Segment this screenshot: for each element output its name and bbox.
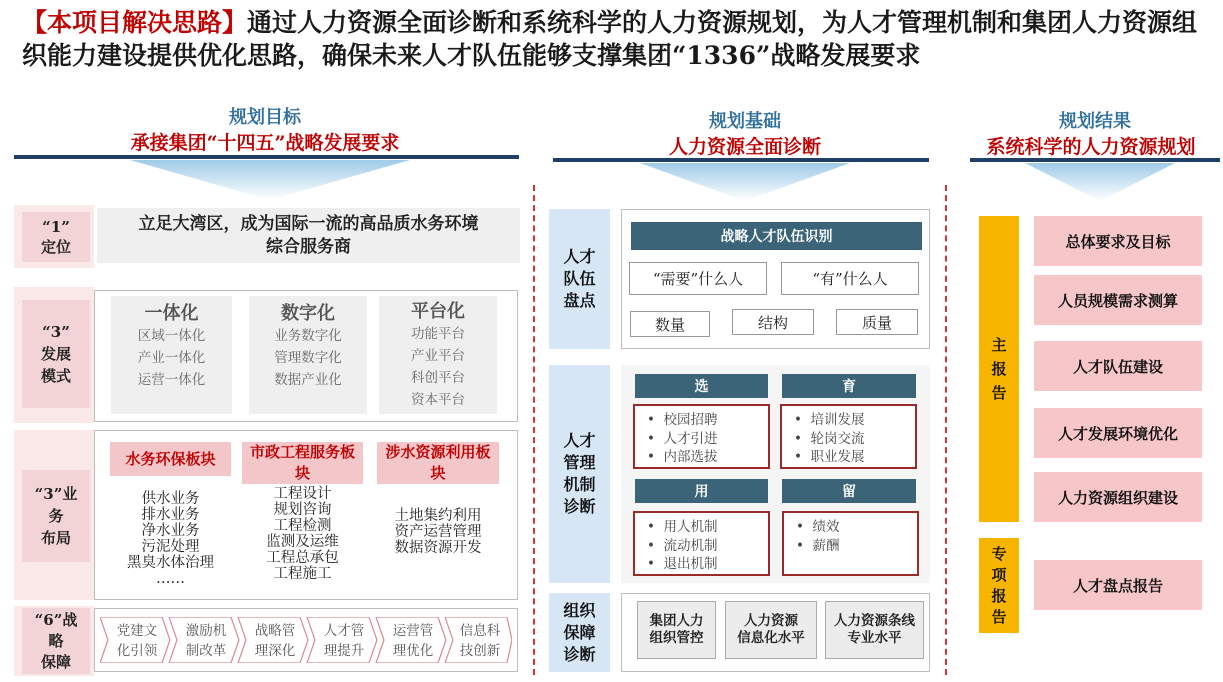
segment-item: 工程施工	[273, 566, 332, 582]
mechanism-retain-title: 留	[782, 479, 916, 503]
special-report-label	[979, 538, 1019, 633]
pillar-title: 一体化	[144, 303, 199, 324]
org-box-line: 信息化水平	[737, 630, 805, 646]
bullet-item: • 职业发展	[794, 449, 865, 465]
inventory-metric-box: 质量	[836, 309, 918, 335]
pillar-item: 区域一体化	[137, 328, 206, 344]
segment-item: 工程设计	[273, 486, 332, 502]
guarantee-item	[317, 621, 371, 661]
bullet-item: • 内部选拔	[647, 449, 718, 465]
bullet-text: 薪酬	[812, 537, 840, 554]
guarantee-item-line: 激励机	[185, 623, 227, 639]
segment-item: 工程检测	[273, 518, 332, 534]
special-report-label-line: 专	[991, 544, 1007, 563]
headline-text: 通过人力资源全面诊断和系统科学的人力资源规划，为人才管理机制和集团人力资源组织能力建设提供优化思路，确保未来人才队伍能够支撑集团“1336”战略发展要求	[22, 8, 1198, 70]
middle-funnel-arrow	[640, 163, 850, 203]
positioning-label-line-2: 定位	[40, 238, 71, 256]
inventory-metric-box: 数量	[630, 311, 710, 337]
inventory-label-line: 盘点	[563, 291, 596, 310]
segment-title: 涉水资源利用板块	[377, 442, 499, 484]
bullet-text: 校园招聘	[663, 412, 718, 428]
modes-label-line-1: “3”	[42, 323, 70, 341]
bullet-item: • 绩效	[796, 519, 840, 535]
segment-item: 土地集约利用	[394, 508, 482, 524]
business-label-line-1: “3”业	[34, 485, 78, 503]
org-box-line: 人力资源	[744, 613, 798, 629]
org-label-line: 诊断	[563, 644, 596, 664]
left-column-underline	[14, 155, 519, 159]
guarantee-item	[386, 621, 440, 661]
bullet-text: 轮岗交流	[810, 430, 865, 447]
bullet-item: • 人才引进	[647, 430, 718, 447]
org-box-line: 组织管控	[649, 630, 704, 646]
pillar-title: 平台化	[411, 301, 465, 322]
org-box-line: 集团人力	[649, 613, 704, 629]
segment-water	[110, 442, 231, 590]
guarantee-label-line-2: 略	[48, 631, 64, 650]
business-label-line-2: 务	[48, 507, 64, 525]
bullet-text: 绩效	[812, 519, 840, 535]
pillar-digital	[249, 296, 367, 414]
business-label	[22, 470, 90, 562]
divider-right	[945, 185, 947, 675]
guarantee-item-line: 战略管	[254, 623, 296, 639]
main-report-item: 人力资源组织建设	[1034, 472, 1202, 522]
positioning-text-line-1: 立足大湾区，成为国际一流的高品质水务环境	[138, 213, 479, 234]
org-box	[825, 601, 924, 659]
special-report-label-line: 项	[991, 565, 1007, 584]
right-column-title: 规划结果	[1059, 111, 1131, 132]
modes-label-line-3: 模式	[40, 367, 71, 385]
mechanism-label-line: 人才	[563, 431, 596, 450]
segment-item: ……	[156, 571, 185, 587]
mechanism-develop-box	[780, 404, 917, 469]
bullet-item: • 培训发展	[794, 412, 865, 428]
guarantee-label-line-3: 保障	[40, 652, 71, 671]
bullet-text: 内部选拔	[663, 449, 718, 465]
guarantee-item-line: 技创新	[459, 643, 501, 659]
guarantee-item-line: 理提升	[323, 643, 365, 659]
mechanism-use-title: 用	[635, 479, 768, 503]
pillar-item: 功能平台	[411, 326, 465, 342]
left-column-subtitle: 承接集团“十四五”战略发展要求	[130, 132, 400, 154]
mechanism-select-title: 选	[635, 374, 768, 398]
mechanism-retain-box	[782, 511, 919, 576]
left-column-title: 规划目标	[229, 107, 301, 128]
bullet-text: 培训发展	[810, 412, 865, 428]
mechanism-label	[549, 365, 610, 583]
segment-title: 水务环保板块	[110, 442, 231, 476]
special-report-label-line: 报	[991, 586, 1007, 605]
org-label	[549, 593, 610, 672]
guarantee-item-line: 制改革	[185, 643, 227, 659]
inventory-have-box: “有”什么人	[781, 262, 919, 295]
inventory-label	[549, 209, 610, 349]
modes-label-line-2: 发展	[40, 345, 71, 363]
bullet-item: • 轮岗交流	[794, 430, 865, 447]
guarantee-item-line: 理深化	[254, 643, 296, 659]
middle-column-subtitle: 人力资源全面诊断	[668, 136, 821, 158]
pillar-item: 产业平台	[411, 348, 465, 364]
pillar-platform	[379, 296, 497, 414]
pillar-item: 数据产业化	[274, 372, 342, 388]
special-report-item: 人才盘点报告	[1034, 560, 1202, 610]
pillar-item: 资本平台	[411, 392, 465, 408]
middle-column-underline	[553, 158, 929, 162]
segment-item: 排水业务	[141, 507, 200, 523]
segment-item: 供水业务	[141, 491, 200, 507]
bullet-item: • 薪酬	[796, 537, 840, 554]
inventory-label-line: 人才	[563, 247, 596, 266]
segment-item: 黑臭水体治理	[127, 555, 214, 571]
org-label-line: 保障	[563, 622, 596, 642]
segment-title: 市政工程服务板块	[242, 442, 363, 484]
pillar-item: 运营一体化	[137, 372, 206, 388]
guarantee-item	[179, 621, 233, 661]
headline-tag: 【本项目解决思路】	[22, 8, 248, 37]
right-funnel-arrow	[1025, 163, 1175, 203]
segment-item: 污泥处理	[141, 539, 200, 555]
main-report-label-line: 告	[991, 384, 1007, 402]
business-label-line-3: 布局	[40, 529, 71, 547]
guarantee-item-line: 人才管	[323, 623, 365, 639]
org-box	[637, 601, 716, 659]
segment-item: 工程总承包	[266, 550, 339, 566]
pillar-title: 数字化	[281, 303, 335, 324]
bullet-item: • 校园招聘	[647, 412, 718, 428]
main-report-item: 人才队伍建设	[1034, 341, 1202, 391]
main-report-label-line: 主	[991, 336, 1007, 354]
bullet-text: 流动机制	[663, 537, 718, 554]
guarantee-item-line: 党建文	[116, 623, 158, 639]
segment-item: 数据资源开发	[394, 540, 482, 556]
org-label-line: 组织	[563, 600, 596, 620]
segment-resources	[377, 442, 499, 590]
segment-municipal	[242, 442, 363, 590]
positioning-label	[22, 212, 90, 262]
inventory-metric-box: 结构	[732, 309, 814, 335]
mechanism-label-line: 机制	[563, 475, 596, 494]
left-funnel-arrow	[130, 160, 410, 202]
bullet-item: • 退出机制	[647, 556, 718, 572]
segment-item: 规划咨询	[273, 502, 332, 518]
pillar-item: 产业一体化	[137, 350, 206, 366]
bullet-text: 人才引进	[663, 430, 718, 447]
mechanism-select-box	[633, 404, 770, 469]
right-column-underline	[970, 158, 1220, 162]
segment-item: 资产运营管理	[394, 524, 482, 540]
segment-item: 监测及运维	[266, 534, 339, 550]
modes-label	[22, 300, 90, 408]
org-box-line: 专业水平	[847, 630, 902, 646]
middle-column-title: 规划基础	[709, 111, 781, 132]
guarantee-item-line: 理优化	[392, 643, 434, 659]
inventory-need-box: “需要”什么人	[629, 262, 767, 295]
mechanism-develop-title: 育	[782, 374, 916, 398]
mechanism-label-line: 管理	[563, 453, 596, 472]
mechanism-label-line: 诊断	[563, 497, 596, 516]
main-report-label	[979, 216, 1019, 522]
main-report-item: 人才发展环境优化	[1034, 408, 1202, 458]
inventory-label-line: 队伍	[563, 269, 596, 288]
bullet-text: 职业发展	[810, 449, 865, 465]
main-report-item: 总体要求及目标	[1034, 216, 1202, 266]
guarantee-item	[110, 621, 164, 661]
main-report-item: 人员规模需求测算	[1034, 275, 1202, 325]
inventory-bar: 战略人才队伍识别	[631, 222, 922, 250]
main-report-label-line: 报	[991, 360, 1007, 378]
guarantee-item	[453, 621, 507, 661]
guarantee-label	[22, 608, 90, 674]
bullet-item: • 用人机制	[647, 519, 718, 535]
bullet-item: • 流动机制	[647, 537, 718, 554]
guarantee-label-line-1: “6”战	[34, 610, 78, 629]
pillar-item: 业务数字化	[274, 328, 342, 344]
positioning-statement	[97, 208, 520, 263]
mechanism-use-box	[633, 511, 770, 576]
pillar-item: 管理数字化	[274, 350, 342, 366]
headline	[22, 6, 1202, 72]
bullet-text: 退出机制	[663, 556, 718, 572]
org-box-line: 人力资源条线	[834, 613, 915, 629]
pillar-item: 科创平台	[411, 370, 465, 386]
guarantee-item-line: 运营管	[392, 623, 434, 639]
special-report-label-line: 告	[991, 607, 1007, 626]
segment-item: 净水业务	[141, 523, 200, 539]
org-box	[725, 601, 817, 659]
divider-left	[533, 185, 535, 675]
guarantee-item-line: 信息科	[459, 623, 501, 639]
positioning-label-line-1: “1”	[42, 218, 70, 236]
right-column-subtitle: 系统科学的人力资源规划	[986, 136, 1196, 158]
pillar-integration	[111, 296, 232, 414]
positioning-text-line-2: 综合服务商	[266, 236, 351, 257]
guarantee-item-line: 化引领	[116, 643, 158, 659]
guarantee-item	[248, 621, 302, 661]
bullet-text: 用人机制	[663, 519, 718, 535]
